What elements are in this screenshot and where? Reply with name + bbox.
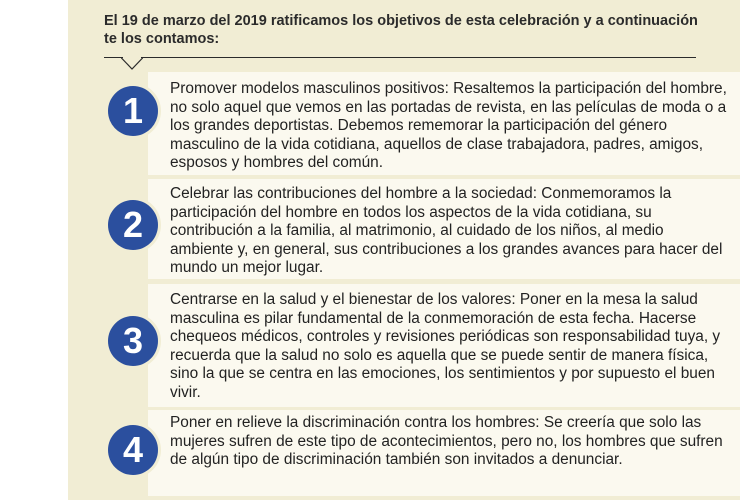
objective-text: Poner en relieve la discriminación contra los hombres: Se creería que solo las mujeres sufren de este tipo de acontecimientos, pero no, los hombres que sufren de algún tipo de discriminación también son invitados a denunciar. (170, 414, 723, 468)
objective-text: Celebrar las contribuciones del hombre a la sociedad: Conmemoramos la participación del hombre en todos los aspectos de la vida cotidiana, su contribución a la familia, al matrimonio, al cuidado de los niños, al medio ambiente y, en general, sus contribuciones a los grandes avances para hacer del mundo un mejor lugar. (170, 185, 723, 276)
number-badge-2: 2 (108, 200, 158, 250)
number-badge-4: 4 (108, 425, 158, 475)
divider-notch-icon (121, 57, 143, 70)
objective-text: Promover modelos masculinos positivos: Resaltemos la participación del hombre, no solo aquel que vemos en las portadas de revista, en las películas de moda o a los grandes deportistas. Debemos rememorar la participación del género masculino de la vida cotidiana, aquellos de clase trabajadora, padres, amigos, esposos y hombres del común. (170, 80, 727, 171)
objective-card-3 (148, 284, 740, 407)
number-badge-3: 3 (108, 316, 158, 366)
objective-text: Centrarse en la salud y el bienestar de los valores: Poner en la mesa la salud masculina es pilar fundamental de la conmemoración de esta fecha. Hacerse chequeos médicos, controles y revisiones periódicas son responsabilidad tuya, y recuerda que la salud no solo es aquella que se puede sentir de manera física, sino la que se centra en las emociones, los sentimientos y por supuesto el buen vivir. (170, 291, 721, 401)
objective-card-2 (148, 179, 740, 279)
intro-heading: El 19 de marzo del 2019 ratificamos los objetivos de esta celebración y a continuación te los contamos: (104, 13, 698, 47)
objective-card-4 (148, 410, 740, 496)
number-badge-1: 1 (108, 86, 158, 136)
divider-line (141, 57, 696, 58)
objective-card-1 (148, 72, 740, 175)
